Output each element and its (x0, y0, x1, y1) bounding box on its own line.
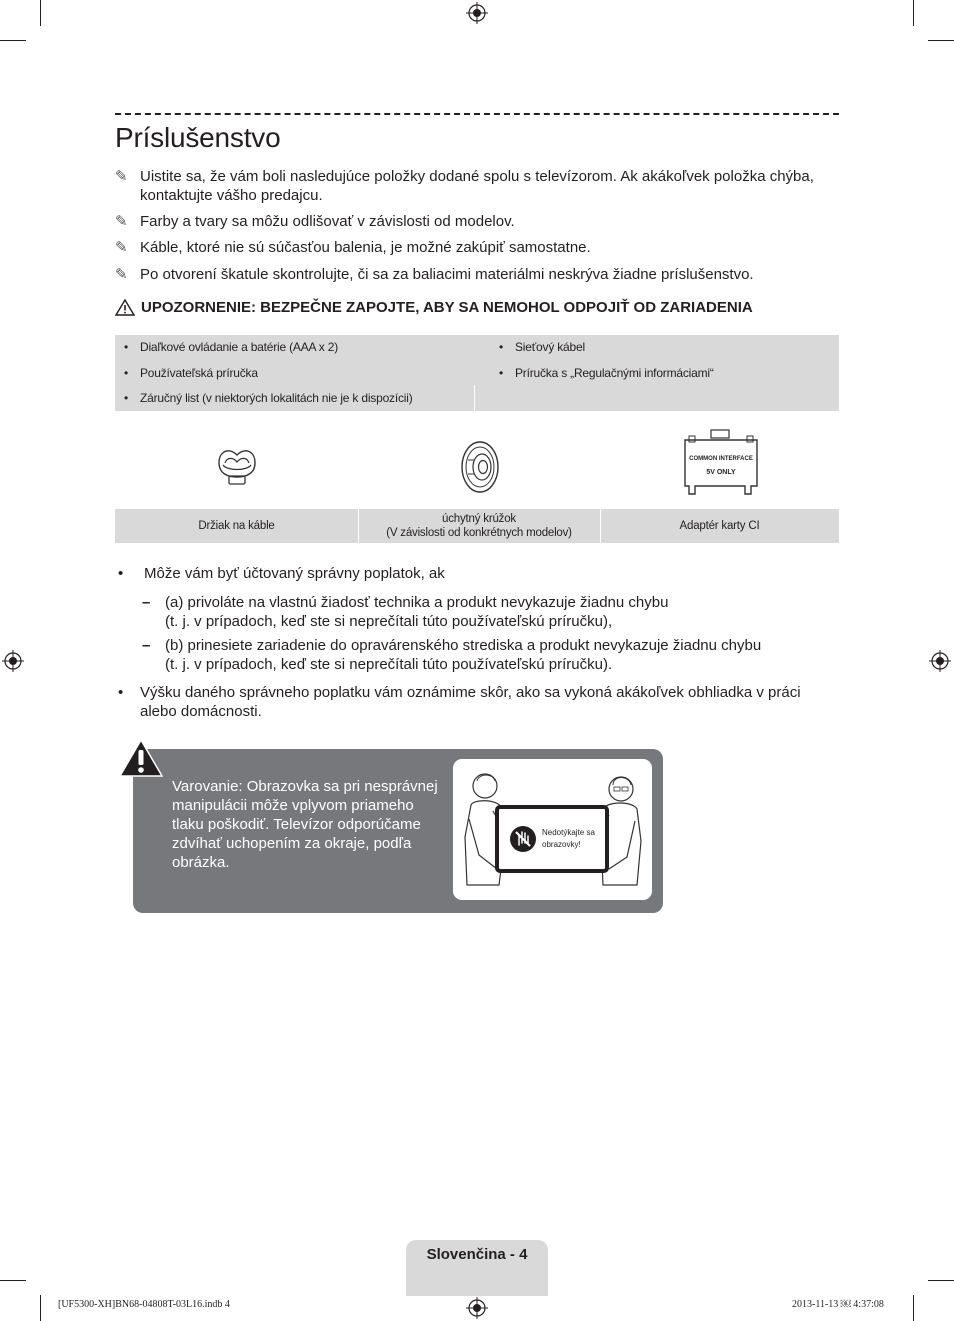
screen-label-1: Nedotýkajte sa (542, 828, 595, 837)
accessory-item: • Sieťový kábel (499, 340, 585, 354)
people-holding-tv-icon (453, 759, 652, 900)
page-title: Príslušenstvo (115, 122, 281, 153)
caption-cable-holder: Držiak na káble (198, 520, 275, 532)
ci-label-2: 5V ONLY (706, 469, 736, 476)
registration-mark-icon (466, 2, 488, 24)
note-text: Farby a tvary sa môžu odlišovať v závislosti od modelov. (140, 213, 515, 230)
slug-date-info: 2013-11-13 ￼ 4:37:08 (792, 1299, 884, 1310)
crop-mark (40, 1295, 41, 1321)
accessory-item: • Diaľkové ovládanie a batérie (AAA x 2) (124, 340, 339, 354)
pencil-note-icon: ✎ (115, 213, 128, 230)
crop-mark (0, 40, 26, 41)
ci-card-adapter-icon (681, 428, 763, 504)
caption-holder-ring: úchytný krúžok (V závislosti od konkrétnych modelov) (386, 513, 572, 539)
ci-label-1: COMMON INTERFACE (689, 456, 753, 462)
accessory-illustrations (115, 425, 839, 509)
tv-handling-illustration (453, 759, 652, 900)
crop-mark (913, 0, 914, 26)
crop-mark (0, 1280, 26, 1281)
page-number: Slovenčina - 4 (426, 1246, 528, 1263)
charges-b-line2: (t. j. v prípadoch, keď ste si neprečítali túto používateľskú príručku). (165, 656, 613, 673)
caption-ci-adapter: Adaptér karty CI (679, 520, 760, 532)
screen-label-2: obrazovky! (542, 840, 581, 849)
accessory-item: • Záručný list (v niektorých lokalitách nie je k dispozícii) (124, 391, 413, 405)
table-divider (474, 385, 475, 411)
registration-mark-icon (466, 1297, 488, 1319)
crop-mark (928, 40, 954, 41)
warning-text: Varovanie: Obrazovka sa pri nesprávnej manipulácii môže vplyvom priameho tlaku poškodiť. Televízor odporúčame zdvíhať uchopením za okraje, podľa obrázka. (172, 778, 438, 871)
note-item (115, 238, 839, 257)
caution-text: UPOZORNENIE: BEZPEČNE ZAPOJTE, ABY SA NEMOHOL ODPOJIŤ OD ZARIADENIA (141, 299, 753, 316)
pencil-note-icon: ✎ (115, 266, 128, 283)
charges-b-line1: (b) prinesiete zariadenie do opravárenského strediska a produkt nevykazuje žiadnu chybu (165, 637, 762, 654)
slug-file-info: [UF5300-XH]BN68-04808T-03L16.indb 4 (58, 1299, 230, 1310)
charges-a-line2: (t. j. v prípadoch, keď ste si neprečítali túto používateľskú príručku), (165, 613, 613, 630)
warning-triangle-icon (119, 739, 163, 777)
warning-triangle-icon (115, 299, 135, 316)
charges-intro: Môže vám byť účtovaný správny poplatok, ak (144, 565, 445, 582)
accessory-item: • Používateľská príručka (124, 366, 258, 380)
note-text: Káble, ktoré nie sú súčasťou balenia, je možné zakúpiť samostatne. (140, 239, 591, 256)
cable-holder-icon (213, 443, 261, 487)
accessories-table (115, 335, 839, 411)
registration-mark-icon (929, 650, 951, 672)
note-item (115, 212, 839, 231)
note-text: Po otvorení škatule skontrolujte, či sa za baliacimi materiálmi neskrýva žiadne príslušenstvo. (140, 266, 754, 283)
illustration-captions (115, 509, 839, 543)
note-text: Uistite sa, že vám boli nasledujúce položky dodané spolu s televízorom. Ak akákoľvek položka chýba, kontaktujte vášho predajcu. (140, 168, 814, 204)
registration-mark-icon (2, 650, 24, 672)
charges-amount: Výšku daného správneho poplatku vám oznámime skôr, ako sa vykoná akákoľvek obhliadka v práci alebo domácnosti. (140, 684, 801, 720)
crop-mark (913, 1295, 914, 1321)
section-rule (115, 113, 839, 115)
note-item (115, 167, 839, 205)
crop-mark (40, 0, 41, 26)
charges-a-line1: (a) privoláte na vlastnú žiadosť technika a produkt nevykazuje žiadnu chybu (165, 594, 669, 611)
pencil-note-icon: ✎ (115, 239, 128, 256)
crop-mark (928, 1280, 954, 1281)
accessory-item: • Príručka s „Regulačnými informáciami“ (499, 366, 714, 380)
note-item (115, 265, 839, 284)
pencil-note-icon: ✎ (115, 168, 128, 185)
holder-ring-icon (458, 440, 502, 494)
caution-heading (115, 299, 839, 316)
